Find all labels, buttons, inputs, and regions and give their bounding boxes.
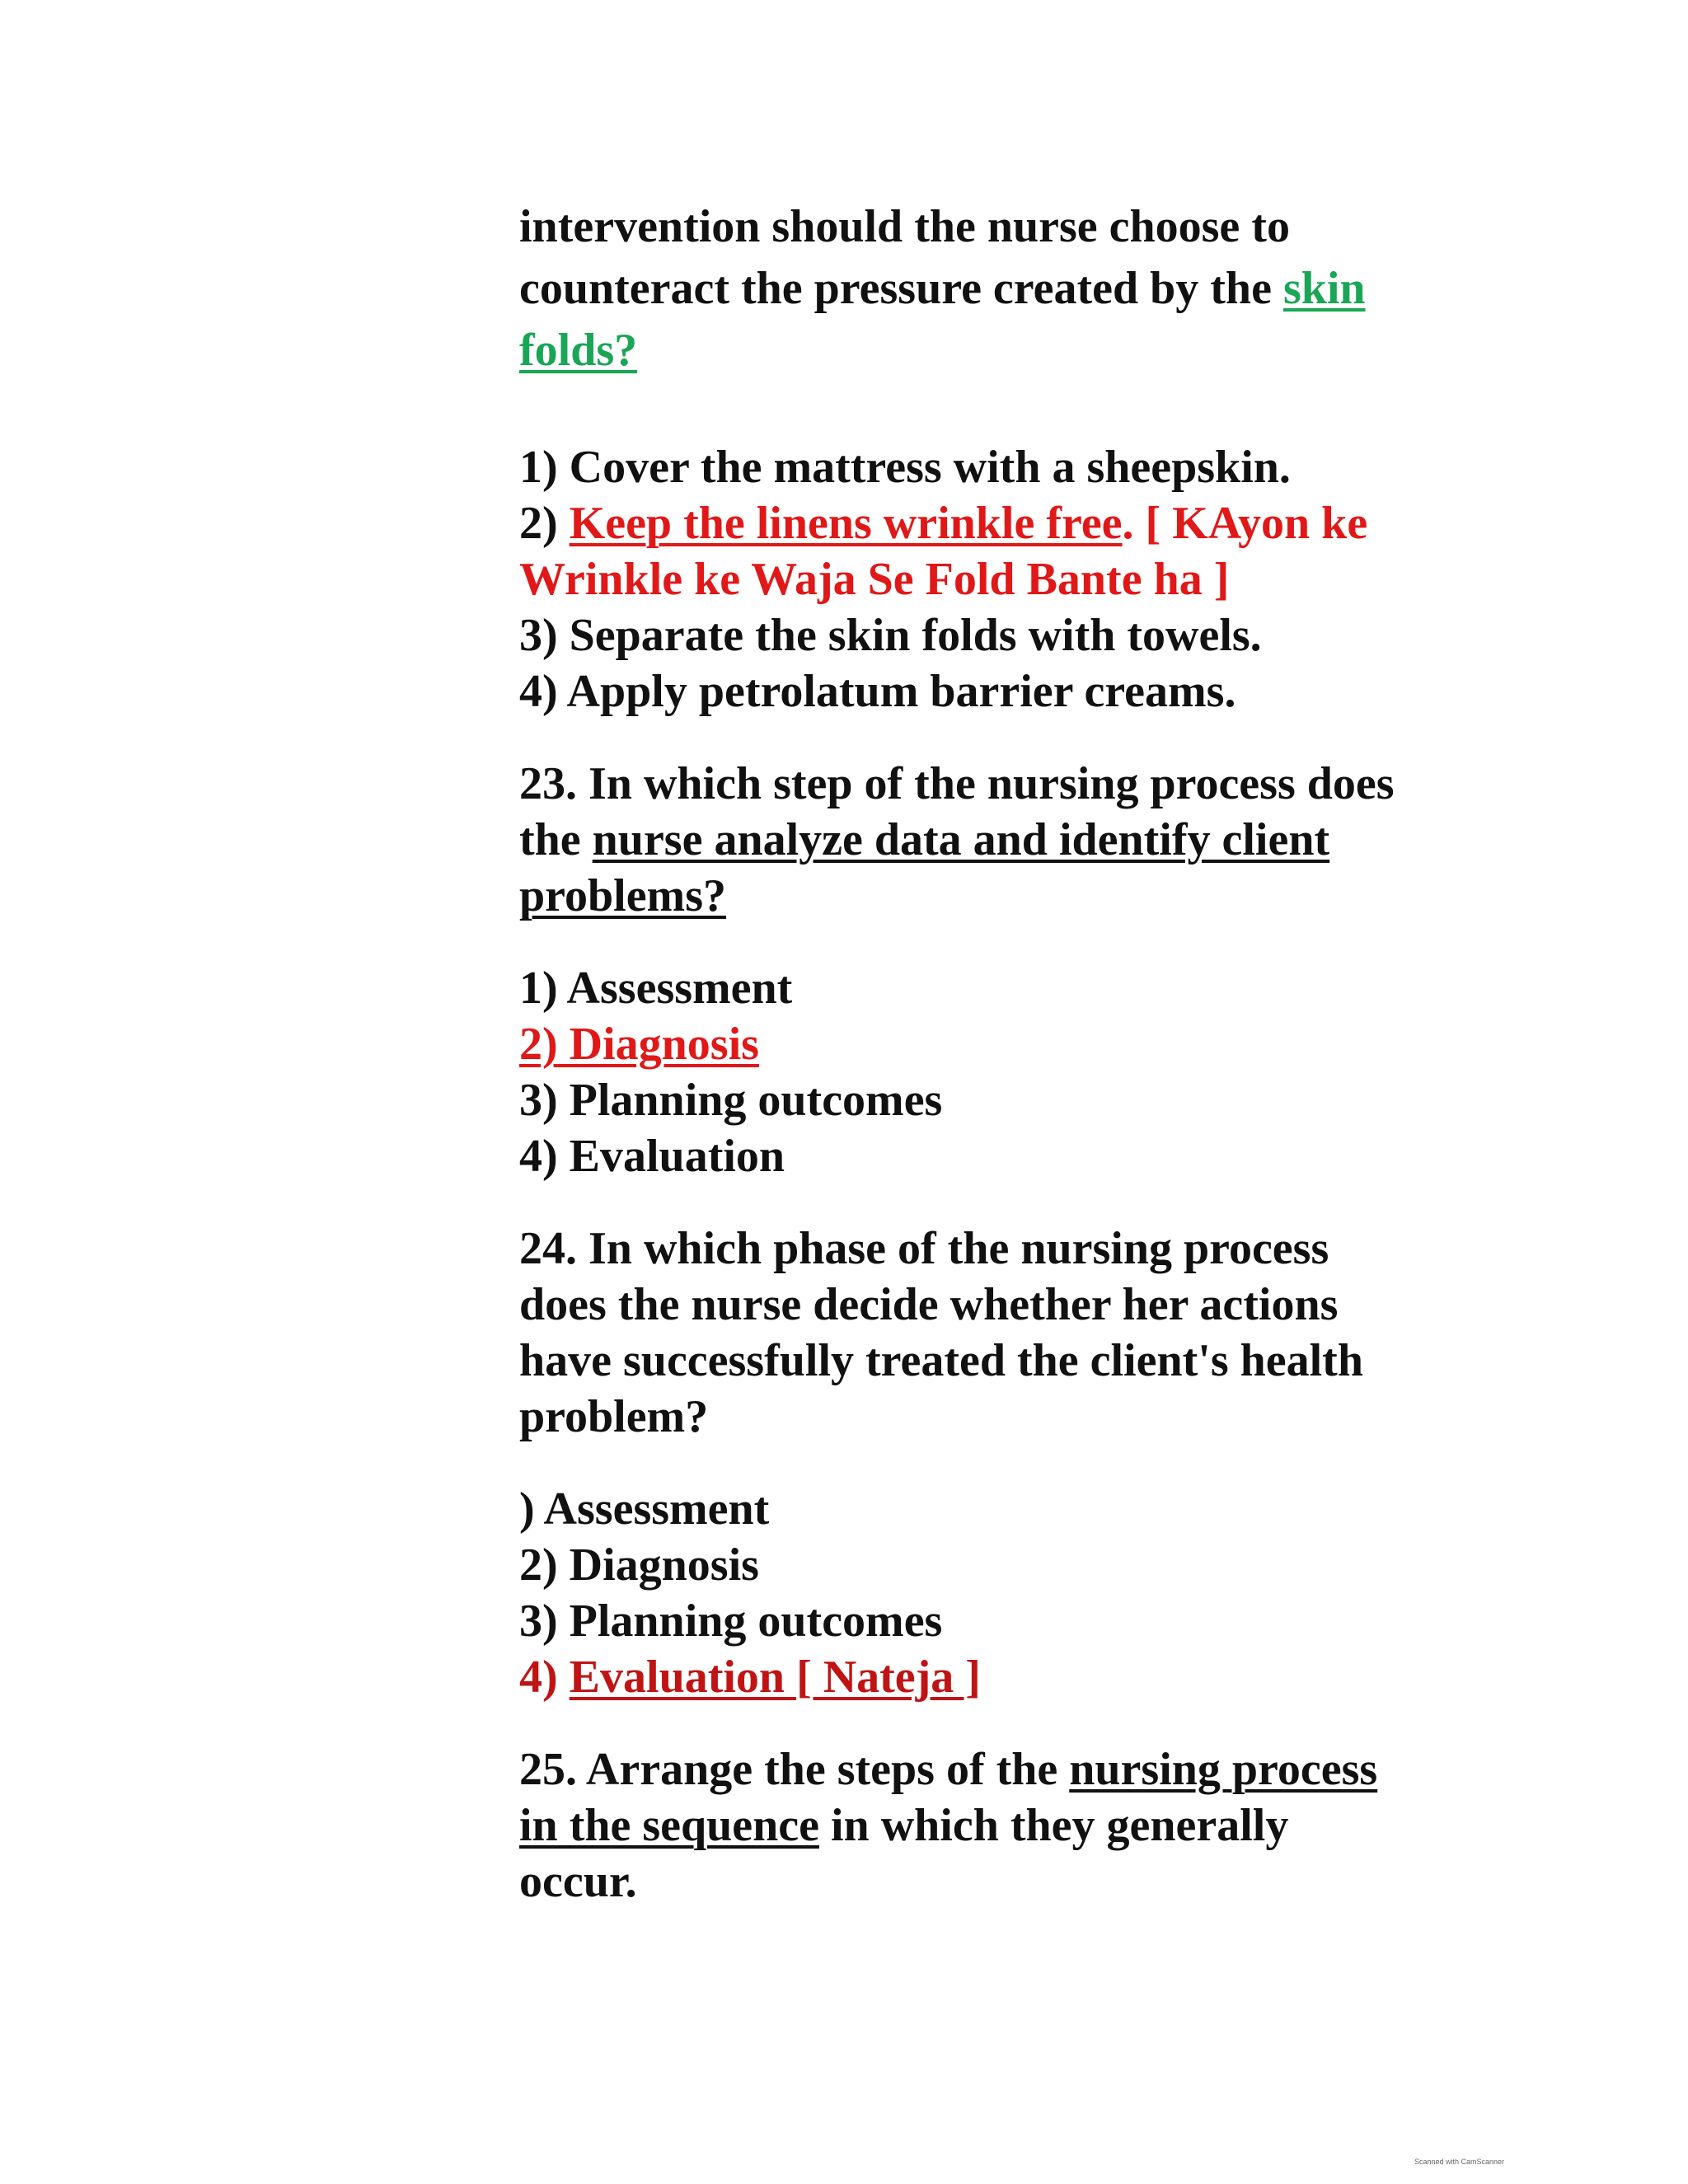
q22-option-4: 4) Apply petrolatum barrier creams. <box>519 666 1236 717</box>
q23-option-2 <box>519 1016 1492 1072</box>
scanner-watermark: Scanned with CamScanner <box>1414 2158 1505 2166</box>
q22-answer-note-b: Wrinkle ke Waja Se Fold Bante ha ] <box>519 554 1230 605</box>
q23-stem-line-1: 23. In which step of the nursing process does <box>519 758 1395 809</box>
question-22-options <box>519 439 1492 719</box>
q25-stem-line-3: occur. <box>519 1856 637 1907</box>
q25-stem-line-2 <box>519 1797 1492 1854</box>
question-22-stem <box>519 196 1492 382</box>
question-25-stem <box>519 1741 1492 1910</box>
q24-option-4 <box>519 1649 1492 1705</box>
q23-stem-line-3 <box>519 868 1492 924</box>
q23-stem-line-2 <box>519 812 1492 868</box>
question-23-options <box>519 960 1492 1184</box>
q24-stem-line-3: have successfully treated the client's health <box>519 1335 1363 1386</box>
q25-stem-line-1-prefix: 25. Arrange the steps of the <box>519 1744 1070 1795</box>
q22-stem-line-2-text: counteract the pressure created by the <box>519 263 1283 314</box>
q24-stem-line-4: problem? <box>519 1391 709 1442</box>
q23-stem-line-2-prefix: the <box>519 814 593 865</box>
q22-highlight-folds: folds? <box>519 325 638 376</box>
q23-underlined-phrase: nurse analyze data and identify client <box>592 814 1330 865</box>
q24-option-3: 3) Planning outcomes <box>519 1596 943 1647</box>
q23-option-1: 1) Assessment <box>519 963 793 1014</box>
q23-underlined-problems: problems? <box>519 870 726 921</box>
q22-stem-line-2 <box>519 258 1492 320</box>
q22-highlight-skin: skin <box>1282 263 1366 314</box>
q24-option-2: 2) Diagnosis <box>519 1540 759 1591</box>
q22-stem-line-1: intervention should the nurse choose to <box>519 201 1290 252</box>
q22-option-1: 1) Cover the mattress with a sheepskin. <box>519 442 1291 493</box>
q23-correct-answer: Diagnosis <box>557 1019 759 1070</box>
q24-option-1: ) Assessment <box>519 1483 770 1535</box>
question-23-stem <box>519 756 1492 924</box>
q23-option-3: 3) Planning outcomes <box>519 1075 943 1126</box>
document-page <box>519 196 1492 1910</box>
question-24-stem <box>519 1221 1492 1445</box>
q24-stem-line-1: 24. In which phase of the nursing process <box>519 1223 1329 1274</box>
q22-stem-line-3 <box>519 320 1492 382</box>
q25-stem-line-1 <box>519 1741 1492 1797</box>
q24-stem-line-2: does the nurse decide whether her actions <box>519 1279 1339 1330</box>
q25-underlined-sequence: in the sequence <box>519 1800 819 1851</box>
q24-option-4-prefix: 4) <box>519 1652 570 1703</box>
q24-correct-answer: Evaluation [ Nateja ] <box>569 1652 981 1703</box>
q22-answer-note-a: . [ KAyon ke <box>1122 498 1368 549</box>
q25-stem-line-2-suffix: in which they generally <box>819 1800 1289 1851</box>
q22-option-2 <box>519 495 1492 551</box>
q22-correct-answer: Keep the linens wrinkle free <box>569 498 1123 549</box>
q22-option-3: 3) Separate the skin folds with towels. <box>519 610 1262 661</box>
q25-underlined-nursing-process: nursing process <box>1069 1744 1378 1795</box>
q22-option-2-prefix: 2) <box>519 498 570 549</box>
q23-option-2-prefix: 2) <box>519 1019 558 1070</box>
question-24-options <box>519 1481 1492 1705</box>
q23-option-4: 4) Evaluation <box>519 1131 785 1182</box>
